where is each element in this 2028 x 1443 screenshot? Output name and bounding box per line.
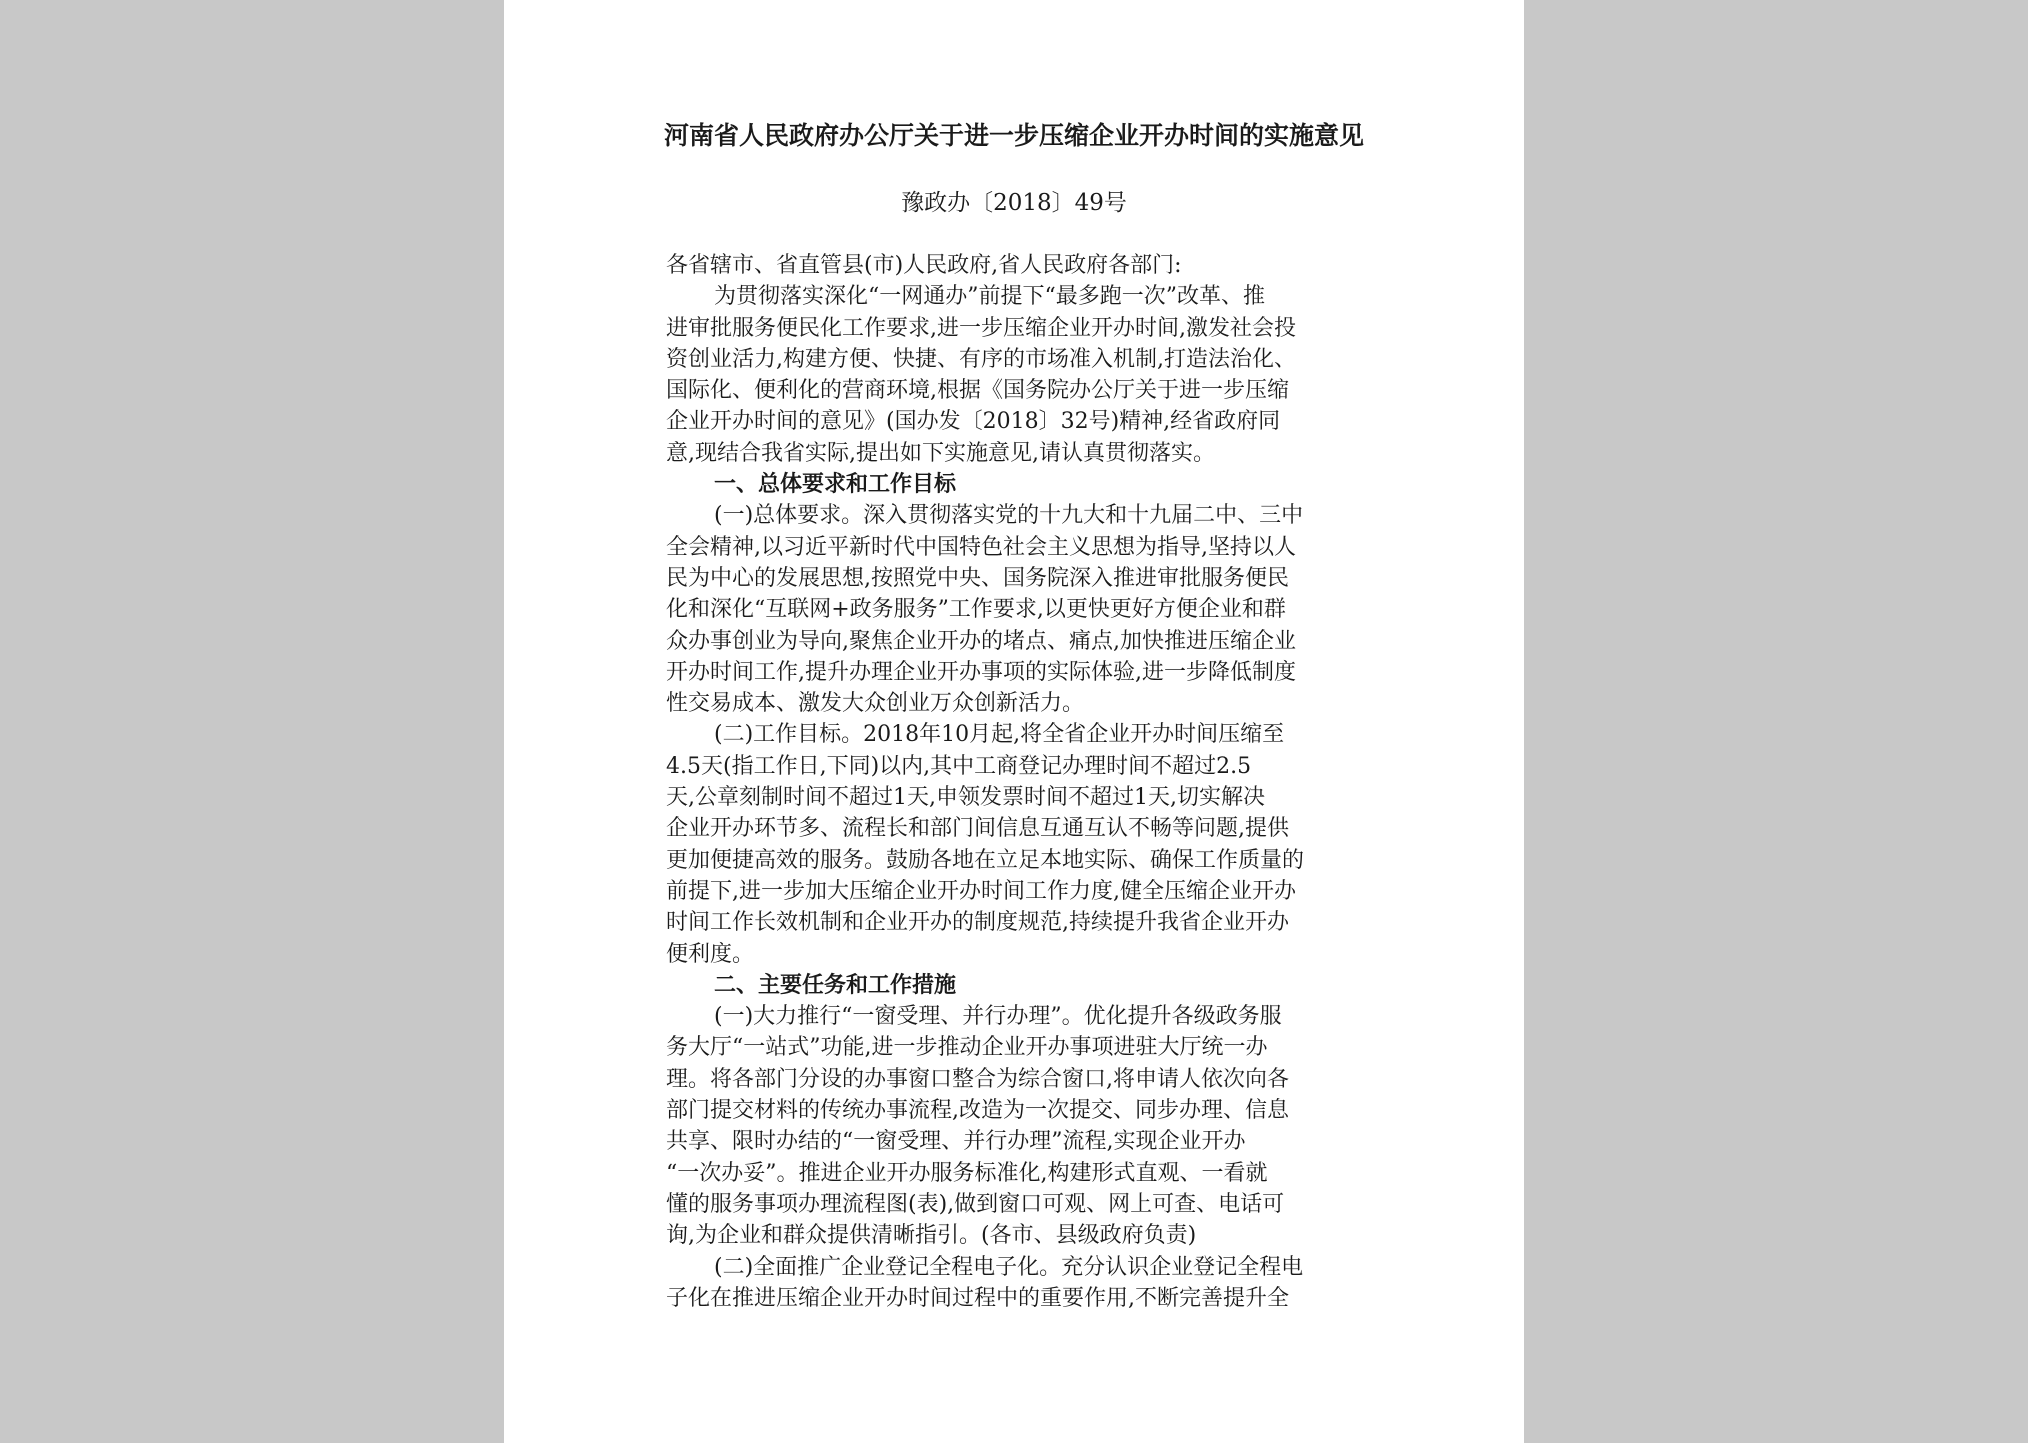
body-line: 便利度。 [666, 941, 755, 967]
document-title: 河南省人民政府办公厅关于进一步压缩企业开办时间的实施意见 [663, 121, 1364, 150]
body-line: 为贯彻落实深化“一网通办”前提下“最多跑一次”改革、推 [714, 284, 1265, 310]
section-heading: 一、总体要求和工作目标 [714, 471, 957, 498]
body-line: 进审批服务便民化工作要求,进一步压缩企业开办时间,激发社会投 [666, 315, 1296, 341]
body-line: 询,为企业和群众提供清晰指引。(各市、县级政府负责) [666, 1223, 1197, 1249]
body-line: (一)大力推行“一窗受理、并行办理”。优化提升各级政务服 [714, 1004, 1282, 1030]
body-line: 开办时间工作,提升办理企业开办事项的实际体验,进一步降低制度 [666, 659, 1296, 685]
body-line: 全会精神,以习近平新时代中国特色社会主义思想为指导,坚持以人 [666, 534, 1296, 560]
body-line: 资创业活力,构建方便、快捷、有序的市场准入机制,打造法治化、 [666, 346, 1296, 372]
body-line: (一)总体要求。深入贯彻落实党的十九大和十九届二中、三中 [714, 503, 1304, 529]
body-line: 更加便捷高效的服务。鼓励各地在立足本地实际、确保工作质量的 [666, 847, 1305, 873]
body-line: 意,现结合我省实际,提出如下实施意见,请认真贯彻落实。 [666, 440, 1215, 466]
body-line: 前提下,进一步加大压缩企业开办时间工作力度,健全压缩企业开办 [666, 878, 1296, 904]
body-line: 化和深化“互联网+政务服务”工作要求,以更快更好方便企业和群 [666, 597, 1286, 623]
document-page [504, 0, 1524, 1443]
body-line: 部门提交材料的传统办事流程,改造为一次提交、同步办理、信息 [666, 1098, 1289, 1124]
body-line: 企业开办环节多、流程长和部门间信息互通互认不畅等问题,提供 [666, 816, 1289, 842]
section-heading: 二、主要任务和工作措施 [714, 971, 957, 998]
document-number: 豫政办〔2018〕49号 [901, 190, 1127, 216]
body-line: 共享、限时办结的“一窗受理、并行办理”流程,实现企业开办 [666, 1129, 1246, 1155]
body-line: 时间工作长效机制和企业开办的制度规范,持续提升我省企业开办 [666, 910, 1289, 936]
body-line: 众办事创业为导向,聚焦企业开办的堵点、痛点,加快推进压缩企业 [666, 628, 1296, 654]
body-line: 天,公章刻制时间不超过1天,申领发票时间不超过1天,切实解决 [666, 785, 1265, 811]
body-line: 子化在推进压缩企业开办时间过程中的重要作用,不断完善提升全 [666, 1285, 1289, 1311]
body-line: 懂的服务事项办理流程图(表),做到窗口可观、网上可查、电话可 [666, 1191, 1285, 1217]
body-line: 国际化、便利化的营商环境,根据《国务院办公厅关于进一步压缩 [666, 378, 1289, 404]
document-body [666, 250, 1366, 1314]
salutation-line: 各省辖市、省直管县(市)人民政府,省人民政府各部门: [666, 253, 1182, 278]
body-line: 性交易成本、激发大众创业万众创新活力。 [666, 691, 1085, 717]
body-line: (二)工作目标。2018年10月起,将全省企业开办时间压缩至 [714, 722, 1285, 748]
body-line: 理。将各部门分设的办事窗口整合为综合窗口,将申请人依次向各 [666, 1066, 1289, 1092]
body-line: 4.5天(指工作日,下同)以内,其中工商登记办理时间不超过2.5 [666, 753, 1252, 779]
body-line: 务大厅“一站式”功能,进一步推动企业开办事项进驻大厅统一办 [666, 1035, 1268, 1061]
body-line: 企业开办时间的意见》(国办发〔2018〕32号)精神,经省政府同 [666, 409, 1281, 435]
body-line: (二)全面推广企业登记全程电子化。充分认识企业登记全程电 [714, 1254, 1304, 1280]
body-line: 民为中心的发展思想,按照党中央、国务院深入推进审批服务便民 [666, 565, 1289, 591]
body-line: “一次办妥”。推进企业开办服务标准化,构建形式直观、一看就 [666, 1160, 1268, 1186]
